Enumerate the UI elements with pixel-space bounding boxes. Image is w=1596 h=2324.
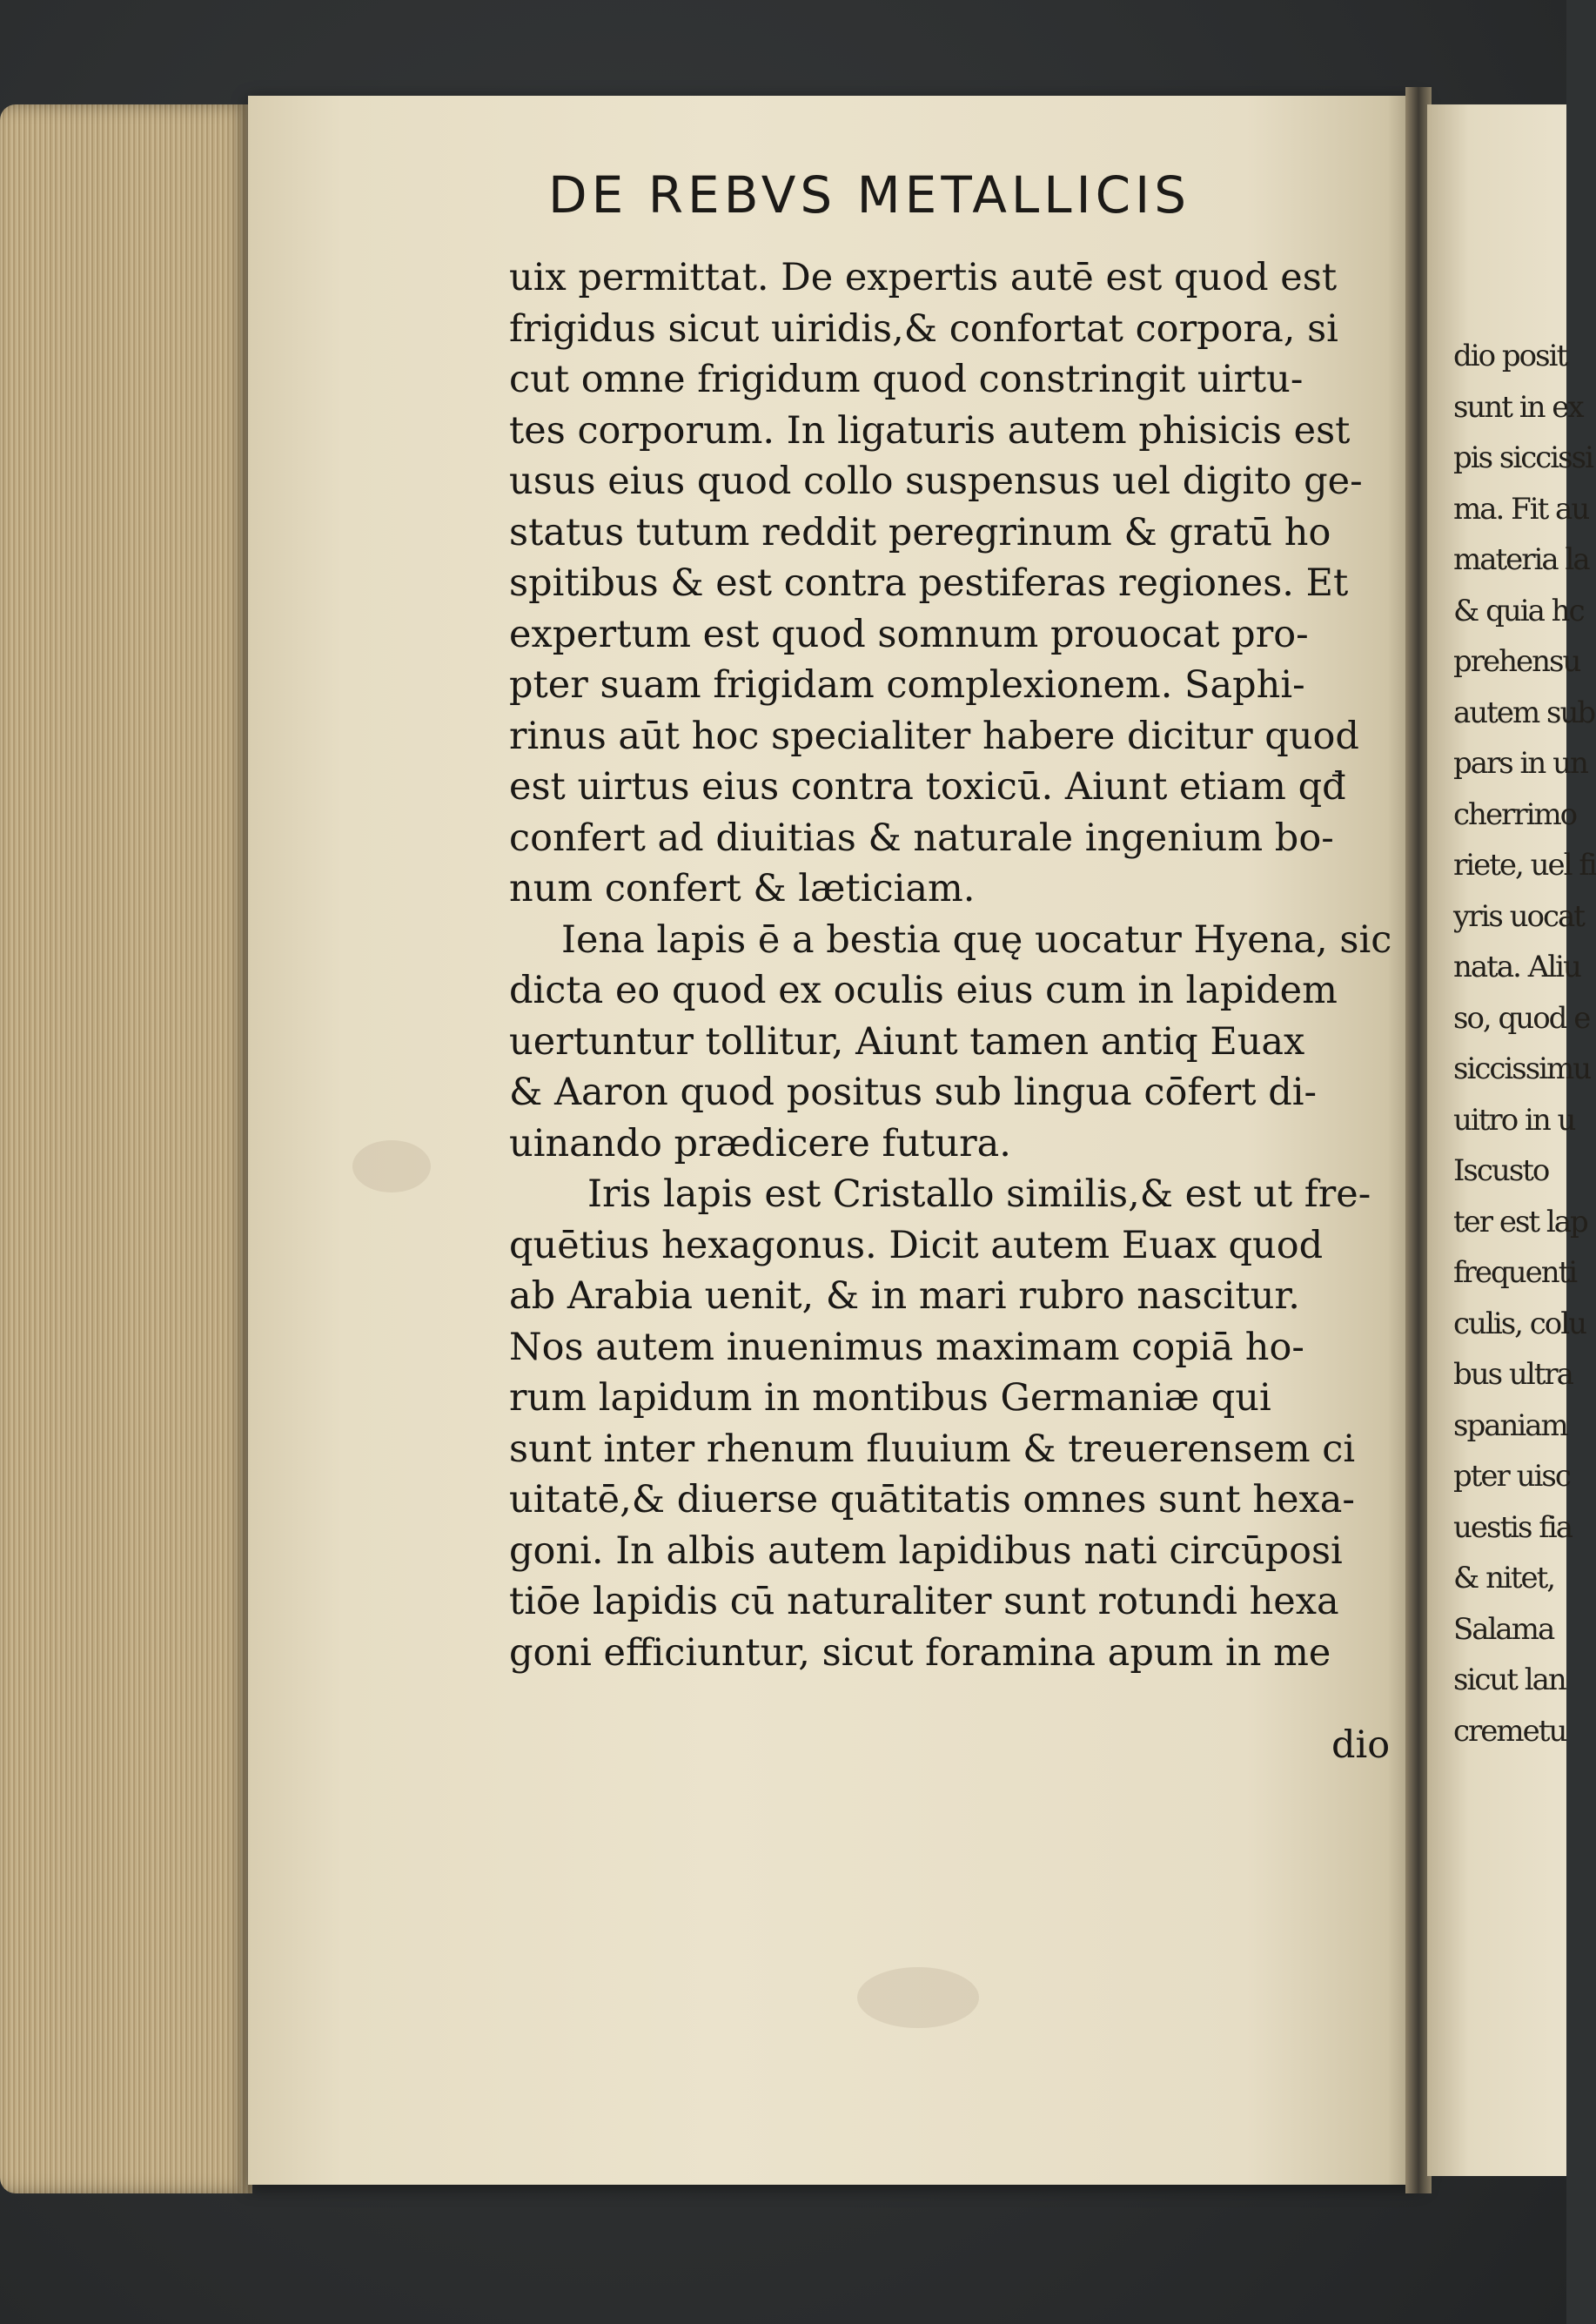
right-page-line: & quia hc <box>1453 593 1584 628</box>
catchword: dio <box>1331 1723 1391 1767</box>
text-line: uix permittat. De expertis autē est quod est <box>509 256 1338 299</box>
text-line: rinus aūt hoc specialiter habere dicitur quod <box>509 714 1359 758</box>
right-page-line: siccissimu <box>1453 1051 1591 1086</box>
text-line: Nos autem inuenimus maximam copiā ho- <box>509 1325 1304 1369</box>
right-page-line: Iscusto <box>1453 1153 1549 1188</box>
text-line: rum lapidum in montibus Germaniæ qui <box>509 1376 1271 1420</box>
right-page-line: Salama <box>1453 1611 1554 1647</box>
text-line: cut omne frigidum quod constringit uirtu- <box>509 358 1304 401</box>
text-line: expertum est quod somnum prouocat pro- <box>509 612 1309 656</box>
text-line: num confert & læticiam. <box>509 867 976 910</box>
page-edges <box>0 104 252 2193</box>
text-line: status tutum reddit peregrinum & gratū ho <box>509 510 1331 554</box>
text-line: uitatē,& diuerse quātitatis omnes sunt hexa- <box>509 1478 1355 1521</box>
text-line: uinando prædicere futura. <box>509 1121 1011 1165</box>
text-line: usus eius quod collo suspensus uel digito ge- <box>509 460 1363 503</box>
right-page-line: ter est lap <box>1453 1204 1587 1239</box>
right-page-text <box>1453 331 1596 1756</box>
right-page-line: yris uocat <box>1453 898 1584 934</box>
right-page-line: uestis fia <box>1453 1509 1572 1545</box>
right-page-line: frequenti <box>1453 1255 1577 1290</box>
text-line: spitibus & est contra pestiferas regiones. Et <box>509 561 1349 605</box>
right-page-line: & nitet, <box>1453 1561 1555 1595</box>
text-block <box>509 252 1392 1678</box>
text-line: est uirtus eius contra toxicū. Aiunt etiam qđ <box>509 765 1346 809</box>
right-page-line: cherrimo <box>1453 796 1577 832</box>
text-line: tes corporum. In ligaturis autem phisicis est <box>509 408 1351 453</box>
text-line: Iena lapis ē a bestia quę uocatur Hyena, sic <box>561 917 1392 962</box>
right-page-line: spaniam <box>1453 1407 1567 1443</box>
text-line: quētius hexagonus. Dicit autem Euax quod <box>509 1223 1324 1267</box>
right-page-line: culis, colu <box>1453 1306 1586 1341</box>
right-page-line: bus ultra <box>1453 1357 1573 1392</box>
text-line: confert ad diuitias & naturale ingenium bo- <box>509 816 1334 860</box>
text-line: tiōe lapidis cū naturaliter sunt rotundi hexa <box>509 1580 1339 1623</box>
right-page-line: autem sub <box>1453 695 1595 730</box>
text-line: uertuntur tollitur, Aiunt tamen antiq Euax <box>509 1019 1305 1064</box>
right-page-line: so, quod e <box>1453 1000 1590 1036</box>
right-page-line: sunt in ex <box>1453 389 1583 425</box>
text-line: goni. In albis autem lapidibus nati circūposi <box>509 1528 1343 1573</box>
right-page-line: sicut lan <box>1453 1662 1566 1697</box>
right-page-line: ma. Fit au <box>1453 491 1589 527</box>
right-page-line: pars in un <box>1453 746 1587 781</box>
text-line: dicta eo quod ex oculis eius cum in lapidem <box>509 969 1338 1012</box>
right-page-line: materia la <box>1453 542 1589 577</box>
right-page-line: nata. Aliu <box>1453 950 1580 984</box>
text-line: Iris lapis est Cristallo similis,& est ut fre- <box>587 1172 1371 1216</box>
text-line: & Aaron quod positus sub lingua cōfert di- <box>509 1071 1318 1114</box>
text-line: sunt inter rhenum fluuium & treuerensem ci <box>509 1427 1356 1471</box>
running-head: DE REBVS METALLICIS <box>548 165 1191 225</box>
right-page-line: pis siccissi <box>1453 440 1593 475</box>
right-page-line: dio posit <box>1453 339 1567 373</box>
text-line: frigidus sicut uiridis,& confortat corpora, si <box>509 306 1338 351</box>
right-page-line: uitro in u <box>1453 1102 1575 1138</box>
right-page-line: cremetu <box>1453 1713 1566 1749</box>
right-page-line: pter uisc <box>1453 1459 1570 1494</box>
text-line: ab Arabia uenit, & in mari rubro nascitur. <box>509 1274 1300 1318</box>
text-line: goni efficiuntur, sicut foramina apum in me <box>509 1630 1331 1675</box>
right-page-line: prehensu <box>1453 644 1580 679</box>
text-line: pter suam frigidam complexionem. Saphi- <box>509 663 1305 707</box>
right-page-line: riete, uel fi <box>1453 848 1596 883</box>
